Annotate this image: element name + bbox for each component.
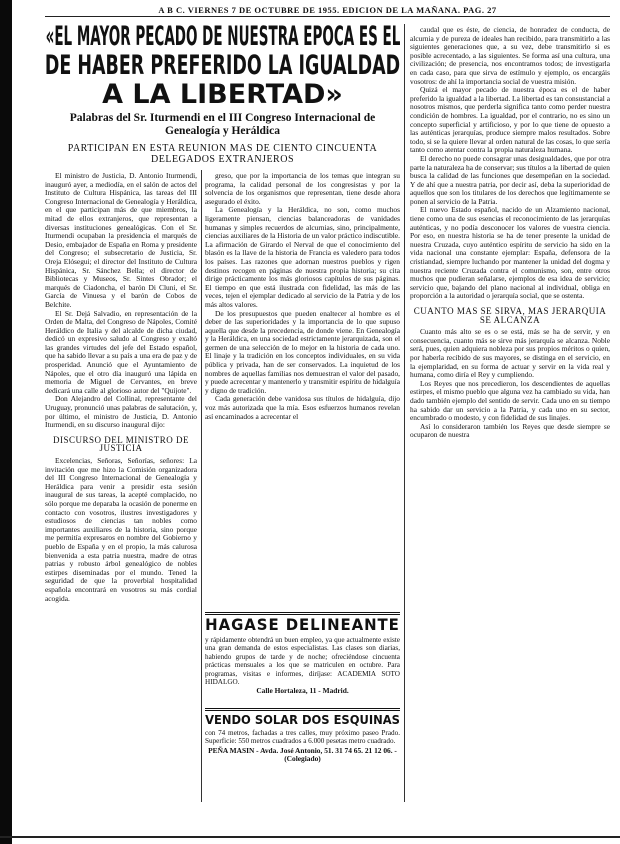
subheadline: Palabras del Sr. Iturmendi en el III Congreso Internacional de Genealogía y Heráldica <box>69 112 376 137</box>
section-title: CUANTO MAS SE SIRVA, MAS JERARQUIA SE ALCANZA <box>413 306 607 325</box>
paragraph: caudal que es éste, de ciencia, de honradez de conducta, de alcurnia y de pureza de ideales han recibido, para transmitirlo a las siguientes generaciones que, a su vez, debe transmitirlo si es posible acrecentado, a las siguientes. Se forma así una cultura, una civilización; de presencia, nos encontramos todos; de investigarla en cada caso, para que sirva de estímulo y ejemplo, os encargáis vosotros: de ahí la importancia social de vuestra misión. <box>410 26 610 86</box>
paragraph: Excelencias, Señoras, Señorías, señores: La invitación que me hizo la Comisión organizadora del III Congreso Internacional de Genealogía y Heráldica para venir a presidir esta sesión inaugural de sus tareas, la acepté complacido, no sólo porque me deparaba la ocasión de ponerme en contacto con vosotros, ilustres investigadores y estudiosos de ciencias tan nobles como importantes auxiliares de la historia, sino porque me permitía expresaros en nombre del Gobierno y pueblo de España y en el propio, la más calurosa bienvenida a esta patria nuestra, madre de otras patrias y robusto árbol genealógico de nobles estirpes diseminadas por el mundo. Tened la seguridad de que la proverbial hospitalidad española encontrará en vosotros su más cordial acogida. <box>45 456 197 603</box>
deck: PARTICIPAN EN ESTA REUNION MAS DE CIENTO CINCUENTA DELEGADOS EXTRANJEROS <box>67 143 378 165</box>
headline-line <box>45 51 400 80</box>
ad-text: con 74 metros, fachadas a tres calles, muy próximo paseo Prado. Superficie: 550 metros cuadrados a 6.000 pesetas metro cuadrado. <box>205 729 400 746</box>
paragraph: Así lo consideraron también los Reyes que desde siempre se ocuparon de nuestra <box>410 421 610 440</box>
column-3 <box>410 26 610 802</box>
column-1 <box>45 172 197 802</box>
headline <box>45 22 400 110</box>
paragraph: De los presupuestos que pueden enaltecer al hombre es el deber de las superioridades y la importancia de lo que supuso aquella que desde la precedencia, de donde viene. En Genealogía y la Heráldica, en una sociedad estrictamente jerarquizada, son el germen de una selección de lo mejor en la historia de cada uno. El linaje y la tradición en los conceptos individuales, en su vida pública y privada, han de ser conservados. La inquietud de los nombres de aquellas familias nos demuestran el valor del pasado, y puede acrecentar y mantenerlo y transmitir espíritu de hidalguía y digno de tradición. <box>205 308 400 395</box>
ad-contact: PEÑA MASIN - Avda. José Antonio, 51. 31 74 65. 21 12 06. - (Colegiado) <box>208 745 397 764</box>
paragraph: El derecho no puede consagrar unas desigualdades, que por otra parte la naturaleza ha de conservar; sus títulos a la libertad de quien busca la calidad de las funciones que desempeñan en la sociedad. Y de ahí que a nuestra patria, por decir así, deba la superioridad de aquellos que son los titulares de los derechos que legítimamente se ponen al servicio de la Patria. <box>410 153 610 206</box>
column-divider <box>201 170 202 802</box>
headline-line <box>45 80 400 109</box>
ad-address: Calle Hortaleza, 11 - Madrid. <box>256 686 349 696</box>
paragraph: Cuanto más alto se es o se está, más se ha de servir, y en consecuencia, cuanto más se sirve más jerarquía se alcanza. Noble será, pues, quien adquiera nobleza por sus propios méritos o quien, por haberla recibido de sus mayores, se distinga en el servicio, en la ejemplaridad, en su forma de actuar y servir en la vida real y humana, como diría el Rey y cumpliendo. <box>410 327 610 380</box>
section-title: DISCURSO DEL MINISTRO DE JUSTICIA <box>53 434 189 454</box>
paragraph: El ministro de Justicia, D. Antonio Iturmendi, inauguró ayer, a mediodía, en el salón de actos del Instituto de Cultura Hispánica, las tareas del III Congreso Internacional de Genealogía y Heráldica, en el que participan más de que miembros, la mitad de ellos extranjeros, que representan a diversas instituciones genealógicas. Con el Sr. Iturmendi ocupaban la presidencia el marqués de Desio, embajador de España en Roma y presidente del Congreso; el subsecretario de Justicia, Sr. Oreja Elósegui; el director del Instituto de Cultura Hispánica, Sr. Sánchez Bella; el director de Bibliotecas y Museos, Sr. Sintes Obrador; el marqués de Ciadoncha, el barón Di Cluni, el Sr. García de Vinuesa y el barón de Cobos de Belchite. <box>45 172 197 309</box>
ad-title: VENDO SOLAR DOS ESQUINAS <box>205 712 400 727</box>
ad-title: HAGASE DELINEANTE <box>205 615 400 634</box>
ad-text: y rápidamente obtendrá un buen empleo, ya que actualmente existe una gran demanda de estos especialistas. Las clases son diarias, habiendo grupos de tarde y de noche; ofreciéndose cincuenta prácticas mensuales a los que se matriculen en octubre. Para programas, visitas e informes, diríjase: ACADEMIA SOTO HIDALGO. <box>205 636 400 687</box>
paragraph: Don Alejandro del Collinal, representante del Uruguay, pronunció unas palabras de salutación, y, por último, el ministro de Justicia, D. Antonio Iturmendi, en su discurso inaugural dijo: <box>45 394 197 430</box>
column-2 <box>205 172 400 608</box>
headline-line-text: A LA LIBERTAD» <box>102 79 343 110</box>
headline-line-text: «EL MAYOR PECADO DE NUESTRA EPOCA ES EL <box>45 21 400 52</box>
paragraph: El nuevo Estado español, nacido de un Alzamiento nacional, tiene como una de sus esencias el reconocimiento de las jerarquías auténticas, y no podía desconocer los valores de vuestra ciencia. Por eso, en nuestra historia se ha de tener presente la unidad de nuestra Cruzada, cuyo auténtico espíritu de servicio ha sido en la vida nacional una constante ejemplar: España, defensora de la cristiandad, siempre luchando por mantener la unidad del dogma y nuestra reciente Cruzada contra el comunismo, son, entre otros muchos que pudieran señalarse, ejemplos de esa idea de servicio; servicio que, bajando del plano nacional al individual, obliga en proporción a la autoridad o jerarquía social, que se ostenta. <box>410 205 610 301</box>
ad-delineante <box>205 612 400 706</box>
paragraph: Cada generación debe vanidosa sus títulos de hidalguía, dijo voz más autorizada que la mía. Esos esfuerzos humanos revelan así encaminados a acrecentar el <box>205 394 400 421</box>
headline-line <box>45 22 400 51</box>
scan-edge <box>0 0 12 844</box>
paragraph: El Sr. Dejá Salvadio, en representación de la Orden de Malta, del Congreso de Nápoles, Comité Heráldico de Italia y del alcalde de dicha ciudad, dedicó un expresivo saludo al Congreso y exaltó las grandes virtudes del jefe del Estado español, que ha sabido llevar a su país a una era de paz y de prosperidad. Anunció que el Ayuntamiento de Nápoles, que el otro día inauguró una lápida en memoria de Miguel de Cervantes, en breve dedicará una calle al glorioso autor del "Quijote". <box>45 308 197 395</box>
paragraph: greso, que por la importancia de los temas que integran su programa, la calidad personal de los congresistas y por la solvencia de los organismos que representan, tiene desde ahora asegurado el éxito. <box>205 172 400 206</box>
paragraph: Quizá el mayor pecado de nuestra época es el de haber preferido la igualdad a la libertad. La libertad es tan consustancial a nosotros mismos, que perderla significa tanto como perder nuestra condición de hombres. La igualdad, por el contrario, no es sino un concepto superficial y artificioso, y por lo que tiene de opuesto a las auténticas jerarquías, produce siempre malos resultados. Sobre todo, si se la quiere llevar al orden natural de las cosas, lo que sería tanto como atentar contra la propia naturaleza humana. <box>410 85 610 155</box>
column-divider <box>404 24 405 802</box>
paragraph: La Genealogía y la Heráldica, no son, como muchos ligeramente piensan, ciencias balanceadoras de vanidades humanas y simples recuerdos de alcurnias, sino, principalmente, ciencias auxiliares de la Historia de un valor práctico indiscutible. La afirmación de Girardo el Nerval de que el conocimiento del blasón es la llave de la historia de Francia es valedero para todos los países. Las razones que adornan nuestros pueblos y rigen destinos recogen en páginas de nuestra propia historia; su cita dirige prácticamente los más gloriosos capítulos de sus páginas. El tiempo en que está ilustrada con fidelidad, las más de las veces, tejen el ejemplar dedicado al servicio de la Patria y de los más altos valores. <box>205 205 400 309</box>
paragraph: Los Reyes que nos precedieron, los descendientes de aquellas estirpes, el mismo pueblo que alguna vez ha cambiado su vida, han dado también ejemplo del sentido de servir. Cada uno en su tiempo ha sabido dar un servicio a la Patria, y cada uno en su sector, encumbrado o modesto, y con fidelidad de sus linajes. <box>410 378 610 423</box>
bottom-rule <box>0 836 620 838</box>
ad-solar <box>205 708 400 802</box>
headline-line-text: DE HABER PREFERIDO LA IGUALDAD <box>44 50 401 81</box>
page-header: A B C. VIERNES 7 DE OCTUBRE DE 1955. EDICION DE LA MAÑANA. PAG. 27 <box>45 5 610 17</box>
